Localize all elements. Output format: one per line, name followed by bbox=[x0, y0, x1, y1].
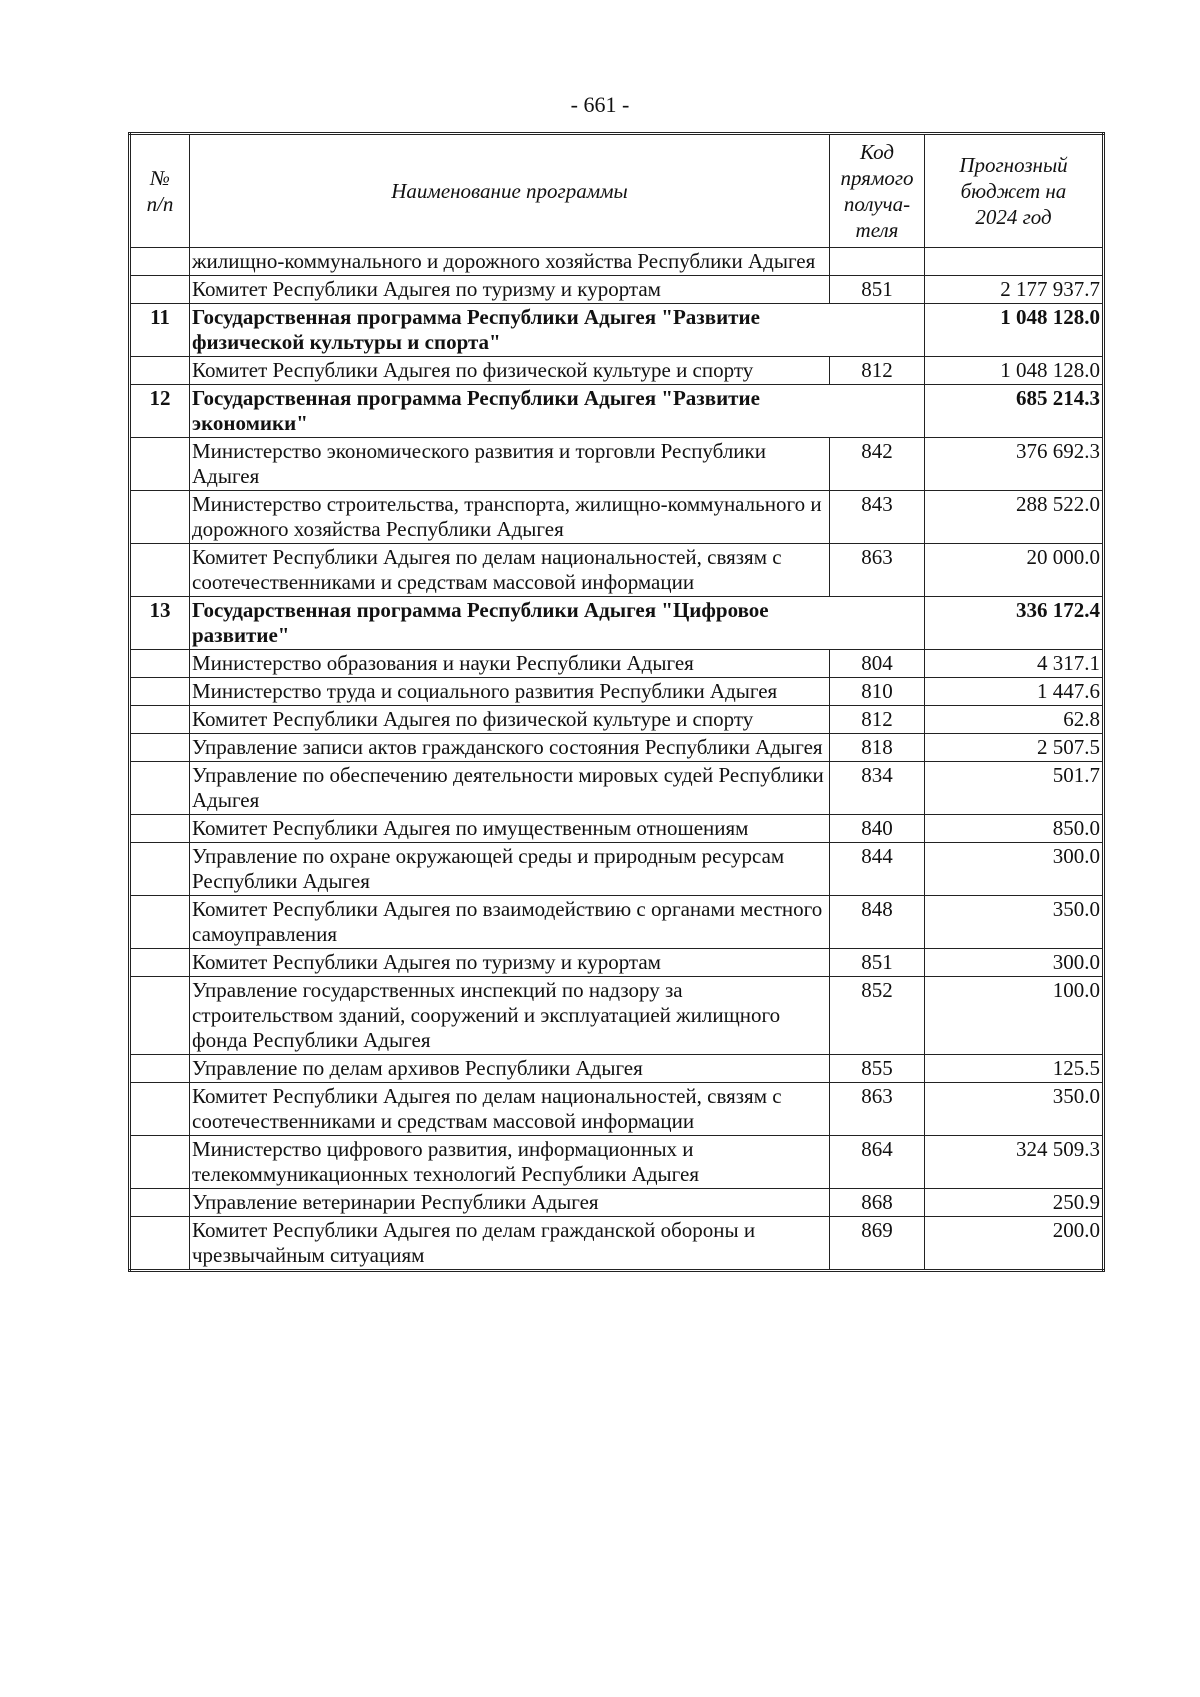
cell-code bbox=[830, 597, 925, 650]
cell-code: 863 bbox=[830, 544, 925, 597]
cell-name: Министерство труда и социального развития Республики Адыгея bbox=[190, 678, 830, 706]
header-name: Наименование программы bbox=[190, 134, 830, 248]
header-sum: Прогнозный бюджет на 2024 год bbox=[925, 134, 1104, 248]
cell-sum: 1 048 128.0 bbox=[925, 304, 1104, 357]
cell-code: 851 bbox=[830, 276, 925, 304]
cell-name: Комитет Республики Адыгея по взаимодействию с органами местного самоуправления bbox=[190, 896, 830, 949]
table-row bbox=[130, 276, 1104, 304]
cell-num: 11 bbox=[130, 304, 190, 357]
table-row bbox=[130, 491, 1104, 544]
cell-name: Комитет Республики Адыгея по имущественным отношениям bbox=[190, 815, 830, 843]
page-number: - 661 - bbox=[570, 92, 630, 117]
cell-code: 863 bbox=[830, 1083, 925, 1136]
cell-sum: 501.7 bbox=[925, 762, 1104, 815]
cell-sum: 350.0 bbox=[925, 1083, 1104, 1136]
cell-name: Комитет Республики Адыгея по туризму и курортам bbox=[190, 949, 830, 977]
cell-num bbox=[130, 357, 190, 385]
cell-code bbox=[830, 248, 925, 276]
cell-code: 869 bbox=[830, 1217, 925, 1271]
cell-num bbox=[130, 734, 190, 762]
header-code: Код прямого получа- теля bbox=[830, 134, 925, 248]
cell-code: 834 bbox=[830, 762, 925, 815]
cell-name: Управление ветеринарии Республики Адыгея bbox=[190, 1189, 830, 1217]
cell-sum: 850.0 bbox=[925, 815, 1104, 843]
table-row bbox=[130, 248, 1104, 276]
cell-sum: 125.5 bbox=[925, 1055, 1104, 1083]
cell-sum: 1 048 128.0 bbox=[925, 357, 1104, 385]
cell-code: 810 bbox=[830, 678, 925, 706]
cell-name: Государственная программа Республики Адыгея "Развитие физической культуры и спорта" bbox=[190, 304, 830, 357]
cell-code: 864 bbox=[830, 1136, 925, 1189]
cell-sum: 350.0 bbox=[925, 896, 1104, 949]
cell-sum bbox=[925, 248, 1104, 276]
cell-name: Управление государственных инспекций по надзору за строительством зданий, сооружений и эксплуатацией жилищного фонда Республики Адыгея bbox=[190, 977, 830, 1055]
cell-sum: 376 692.3 bbox=[925, 438, 1104, 491]
cell-num bbox=[130, 650, 190, 678]
cell-sum: 2 177 937.7 bbox=[925, 276, 1104, 304]
cell-num bbox=[130, 762, 190, 815]
cell-code: 842 bbox=[830, 438, 925, 491]
cell-code bbox=[830, 304, 925, 357]
cell-name: Министерство экономического развития и торговли Республики Адыгея bbox=[190, 438, 830, 491]
cell-sum: 300.0 bbox=[925, 843, 1104, 896]
cell-name: Комитет Республики Адыгея по делам национальностей, связям с соотечественниками и средствам массовой информации bbox=[190, 1083, 830, 1136]
cell-sum: 62.8 bbox=[925, 706, 1104, 734]
cell-num: 13 bbox=[130, 597, 190, 650]
cell-num bbox=[130, 1136, 190, 1189]
cell-num bbox=[130, 706, 190, 734]
cell-num bbox=[130, 276, 190, 304]
cell-code: 852 bbox=[830, 977, 925, 1055]
cell-sum: 300.0 bbox=[925, 949, 1104, 977]
cell-sum: 20 000.0 bbox=[925, 544, 1104, 597]
cell-name: Министерство строительства, транспорта, жилищно-коммунального и дорожного хозяйства Республики Адыгея bbox=[190, 491, 830, 544]
table-header-row bbox=[130, 134, 1104, 248]
table-row bbox=[130, 762, 1104, 815]
cell-num bbox=[130, 977, 190, 1055]
table-row bbox=[130, 650, 1104, 678]
cell-num bbox=[130, 248, 190, 276]
table-row bbox=[130, 734, 1104, 762]
cell-name: Комитет Республики Адыгея по делам национальностей, связям с соотечественниками и средствам массовой информации bbox=[190, 544, 830, 597]
table-row bbox=[130, 1136, 1104, 1189]
cell-num bbox=[130, 815, 190, 843]
table-row bbox=[130, 357, 1104, 385]
cell-code: 855 bbox=[830, 1055, 925, 1083]
cell-name: Управление по обеспечению деятельности мировых судей Республики Адыгея bbox=[190, 762, 830, 815]
cell-num bbox=[130, 1189, 190, 1217]
cell-code bbox=[830, 385, 925, 438]
table-body bbox=[130, 248, 1104, 1271]
cell-sum: 250.9 bbox=[925, 1189, 1104, 1217]
cell-num bbox=[130, 1083, 190, 1136]
cell-sum: 2 507.5 bbox=[925, 734, 1104, 762]
cell-name: Управление по охране окружающей среды и природным ресурсам Республики Адыгея bbox=[190, 843, 830, 896]
cell-name: Государственная программа Республики Адыгея "Цифровое развитие" bbox=[190, 597, 830, 650]
cell-num bbox=[130, 1217, 190, 1271]
cell-sum: 100.0 bbox=[925, 977, 1104, 1055]
cell-num: 12 bbox=[130, 385, 190, 438]
cell-num bbox=[130, 544, 190, 597]
cell-sum: 288 522.0 bbox=[925, 491, 1104, 544]
cell-name: жилищно-коммунального и дорожного хозяйства Республики Адыгея bbox=[190, 248, 830, 276]
table-row bbox=[130, 544, 1104, 597]
cell-name: Управление записи актов гражданского состояния Республики Адыгея bbox=[190, 734, 830, 762]
cell-code: 844 bbox=[830, 843, 925, 896]
cell-name: Министерство цифрового развития, информационных и телекоммуникационных технологий Республики Адыгея bbox=[190, 1136, 830, 1189]
cell-num bbox=[130, 843, 190, 896]
table-row bbox=[130, 678, 1104, 706]
cell-code: 812 bbox=[830, 706, 925, 734]
cell-code: 843 bbox=[830, 491, 925, 544]
table-row bbox=[130, 949, 1104, 977]
table-row bbox=[130, 438, 1104, 491]
cell-name: Комитет Республики Адыгея по физической культуре и спорту bbox=[190, 357, 830, 385]
cell-sum: 4 317.1 bbox=[925, 650, 1104, 678]
table-row bbox=[130, 1083, 1104, 1136]
cell-name: Министерство образования и науки Республики Адыгея bbox=[190, 650, 830, 678]
cell-sum: 685 214.3 bbox=[925, 385, 1104, 438]
cell-sum: 1 447.6 bbox=[925, 678, 1104, 706]
table-row bbox=[130, 1189, 1104, 1217]
program-row bbox=[130, 597, 1104, 650]
cell-code: 851 bbox=[830, 949, 925, 977]
table-row bbox=[130, 977, 1104, 1055]
cell-num bbox=[130, 896, 190, 949]
cell-code: 818 bbox=[830, 734, 925, 762]
cell-sum: 324 509.3 bbox=[925, 1136, 1104, 1189]
cell-code: 848 bbox=[830, 896, 925, 949]
table-row bbox=[130, 1217, 1104, 1271]
cell-code: 868 bbox=[830, 1189, 925, 1217]
cell-sum: 336 172.4 bbox=[925, 597, 1104, 650]
cell-num bbox=[130, 1055, 190, 1083]
cell-num bbox=[130, 438, 190, 491]
cell-name: Комитет Республики Адыгея по делам гражданской обороны и чрезвычайным ситуациям bbox=[190, 1217, 830, 1271]
table-row bbox=[130, 706, 1104, 734]
table-row bbox=[130, 815, 1104, 843]
program-row bbox=[130, 385, 1104, 438]
cell-sum: 200.0 bbox=[925, 1217, 1104, 1271]
cell-name: Государственная программа Республики Адыгея "Развитие экономики" bbox=[190, 385, 830, 438]
table-row bbox=[130, 843, 1104, 896]
cell-code: 840 bbox=[830, 815, 925, 843]
budget-table bbox=[128, 132, 1105, 1272]
cell-num bbox=[130, 678, 190, 706]
cell-name: Комитет Республики Адыгея по физической культуре и спорту bbox=[190, 706, 830, 734]
cell-code: 804 bbox=[830, 650, 925, 678]
program-row bbox=[130, 304, 1104, 357]
cell-name: Комитет Республики Адыгея по туризму и курортам bbox=[190, 276, 830, 304]
table-row bbox=[130, 896, 1104, 949]
table-row bbox=[130, 1055, 1104, 1083]
header-num: № п/п bbox=[130, 134, 190, 248]
cell-name: Управление по делам архивов Республики Адыгея bbox=[190, 1055, 830, 1083]
cell-num bbox=[130, 491, 190, 544]
cell-num bbox=[130, 949, 190, 977]
cell-code: 812 bbox=[830, 357, 925, 385]
